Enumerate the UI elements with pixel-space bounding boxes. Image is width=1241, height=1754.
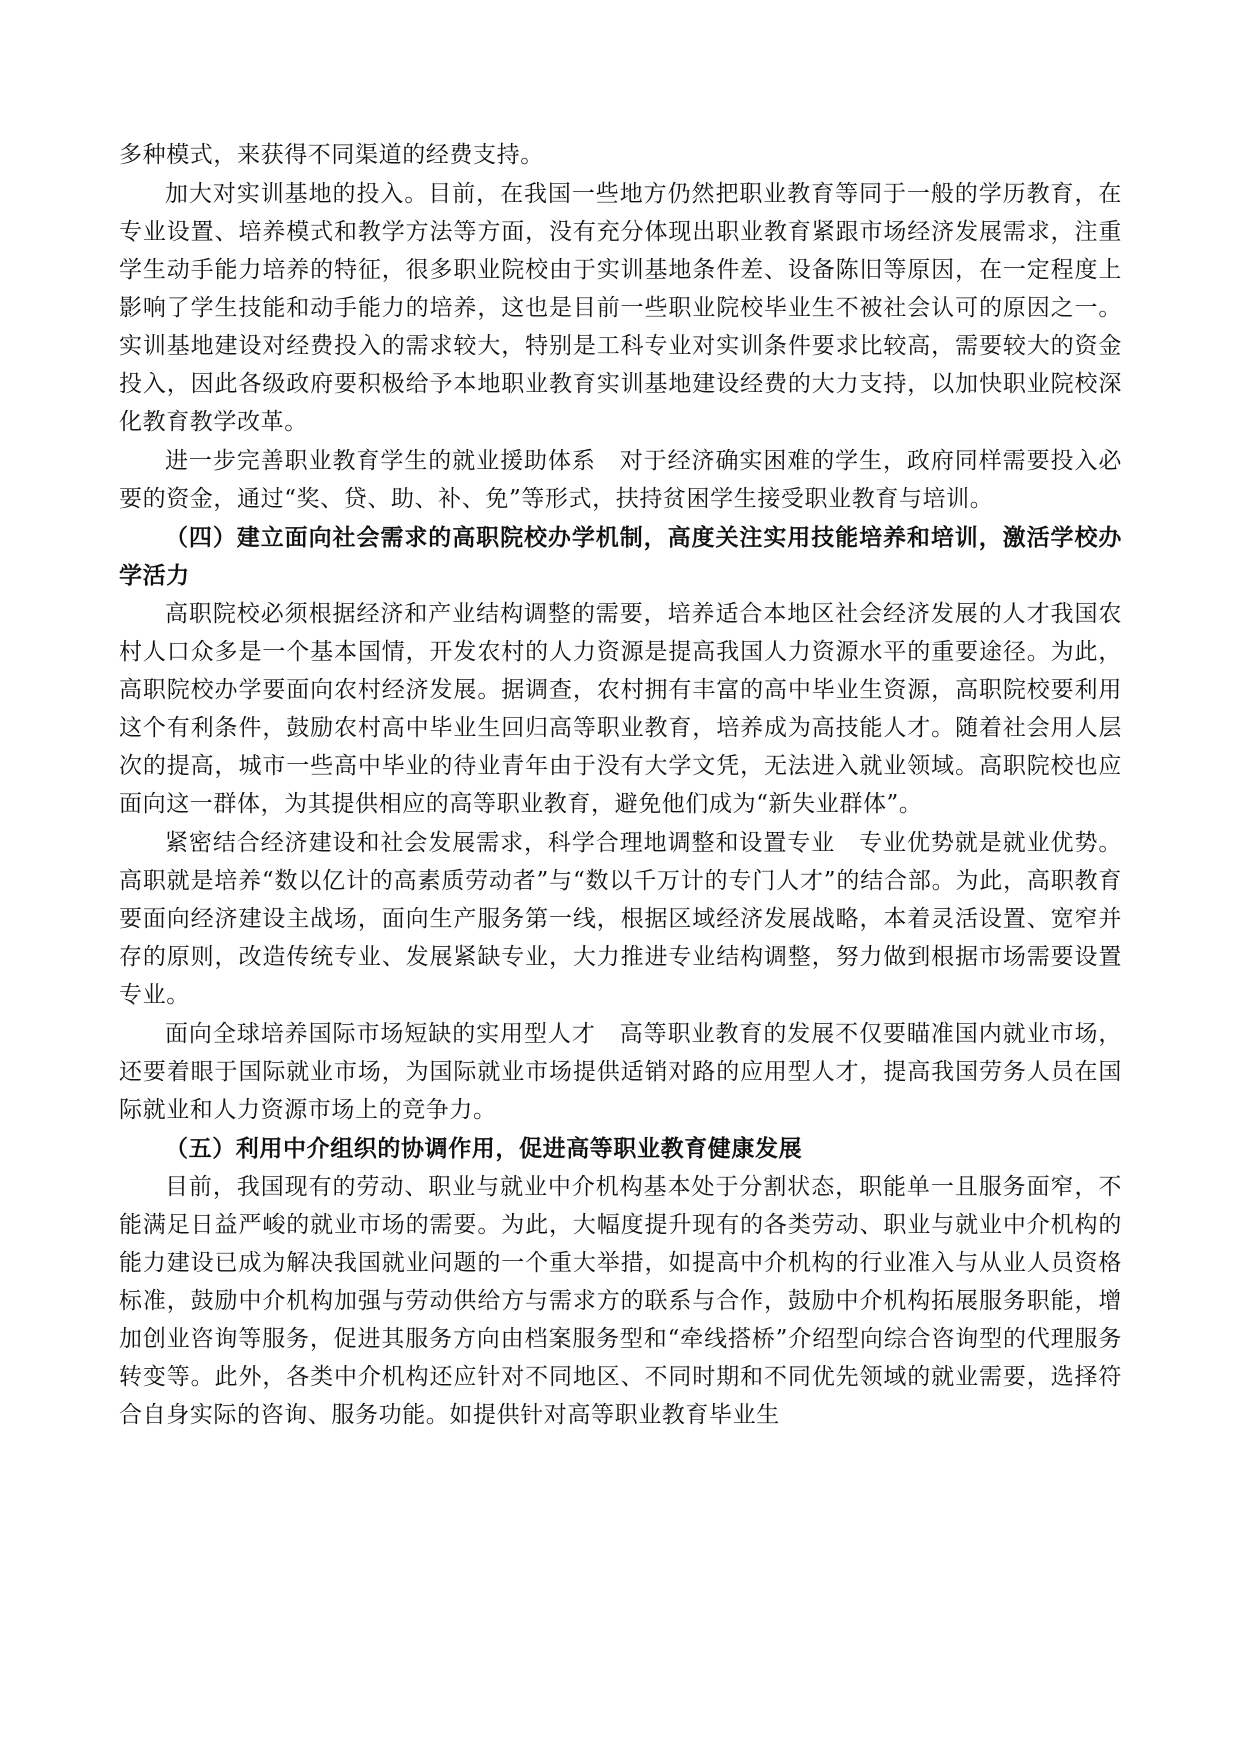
paragraph-5: 高职院校必须根据经济和产业结构调整的需要，培养适合本地区社会经济发展的人才我国农村人口众多是一个基本国情，开发农村的人力资源是提高我国人力资源水平的重要途径。为此，高职院校办学要面向农村经济发展。据调查，农村拥有丰富的高中毕业生资源，高职院校要利用这个有利条件，鼓励农村高中毕业生回归高等职业教育，培养成为高技能人才。随着社会用人层次的提高，城市一些高中毕业的待业青年由于没有大学文凭，无法进入就业领域。高职院校也应面向这一群体，为其提供相应的高等职业教育，避免他们成为“新失业群体”。 <box>119 601 1122 817</box>
paragraph-2: 加大对实训基地的投入。目前，在我国一些地方仍然把职业教育等同于一般的学历教育，在专业设置、培养模式和教学方法等方面，没有充分体现出职业教育紧跟市场经济发展需求，注重学生动手能力培养的特征，很多职业院校由于实训基地条件差、设备陈旧等原因，在一定程度上影响了学生技能和动手能力的培养，这也是目前一些职业院校毕业生不被社会认可的原因之一。实训基地建设对经费投入的需求较大，特别是工科专业对实训条件要求比较高，需要较大的资金投入，因此各级政府要积极给予本地职业教育实训基地建设经费的大力支持，以加快职业院校深化教育教学改革。 <box>119 181 1122 435</box>
document-page <box>119 136 1122 1435</box>
paragraph-1: 多种模式，来获得不同渠道的经费支持。 <box>119 142 544 168</box>
section-heading-5: （五）利用中介组织的协调作用，促进高等职业教育健康发展 <box>165 1135 803 1162</box>
paragraph-7: 面向全球培养国际市场短缺的实用型人才 高等职业教育的发展不仅要瞄准国内就业市场，还要着眼于国际就业市场，为国际就业市场提供适销对路的应用型人才，提高我国劳务人员在国际就业和人力资源市场上的竞争力。 <box>119 1021 1122 1123</box>
section-heading-4: （四）建立面向社会需求的高职院校办学机制，高度关注实用技能培养和培训，激活学校办学活力 <box>119 524 1122 589</box>
paragraph-3: 进一步完善职业教育学生的就业援助体系 对于经济确实困难的学生，政府同样需要投入必要的资金，通过“奖、贷、助、补、免”等形式，扶持贫困学生接受职业教育与培训。 <box>119 448 1122 512</box>
paragraph-9: 目前，我国现有的劳动、职业与就业中介机构基本处于分割状态，职能单一且服务面窄，不能满足日益严峻的就业市场的需要。为此，大幅度提升现有的各类劳动、职业与就业中介机构的能力建设已成为解决我国就业问题的一个重大举措，如提高中介机构的行业准入与从业人员资格标准，鼓励中介机构加强与劳动供给方与需求方的联系与合作，鼓励中介机构拓展服务职能，增加创业咨询等服务，促进其服务方向由档案服务型和“牵线搭桥”介绍型向综合咨询型的代理服务转变等。此外，各类中介机构还应针对不同地区、不同时期和不同优先领域的就业需要，选择符合自身实际的咨询、服务功能。如提供针对高等职业教育毕业生 <box>119 1174 1122 1428</box>
paragraph-6: 紧密结合经济建设和社会发展需求，科学合理地调整和设置专业 专业优势就是就业优势。高职就是培养“数以亿计的高素质劳动者”与“数以千万计的专门人才”的结合部。为此，高职教育要面向经济建设主战场，面向生产服务第一线，根据区域经济发展战略，本着灵活设置、宽窄并存的原则，改造传统专业、发展紧缺专业，大力推进专业结构调整，努力做到根据市场需要设置专业。 <box>119 830 1122 1008</box>
